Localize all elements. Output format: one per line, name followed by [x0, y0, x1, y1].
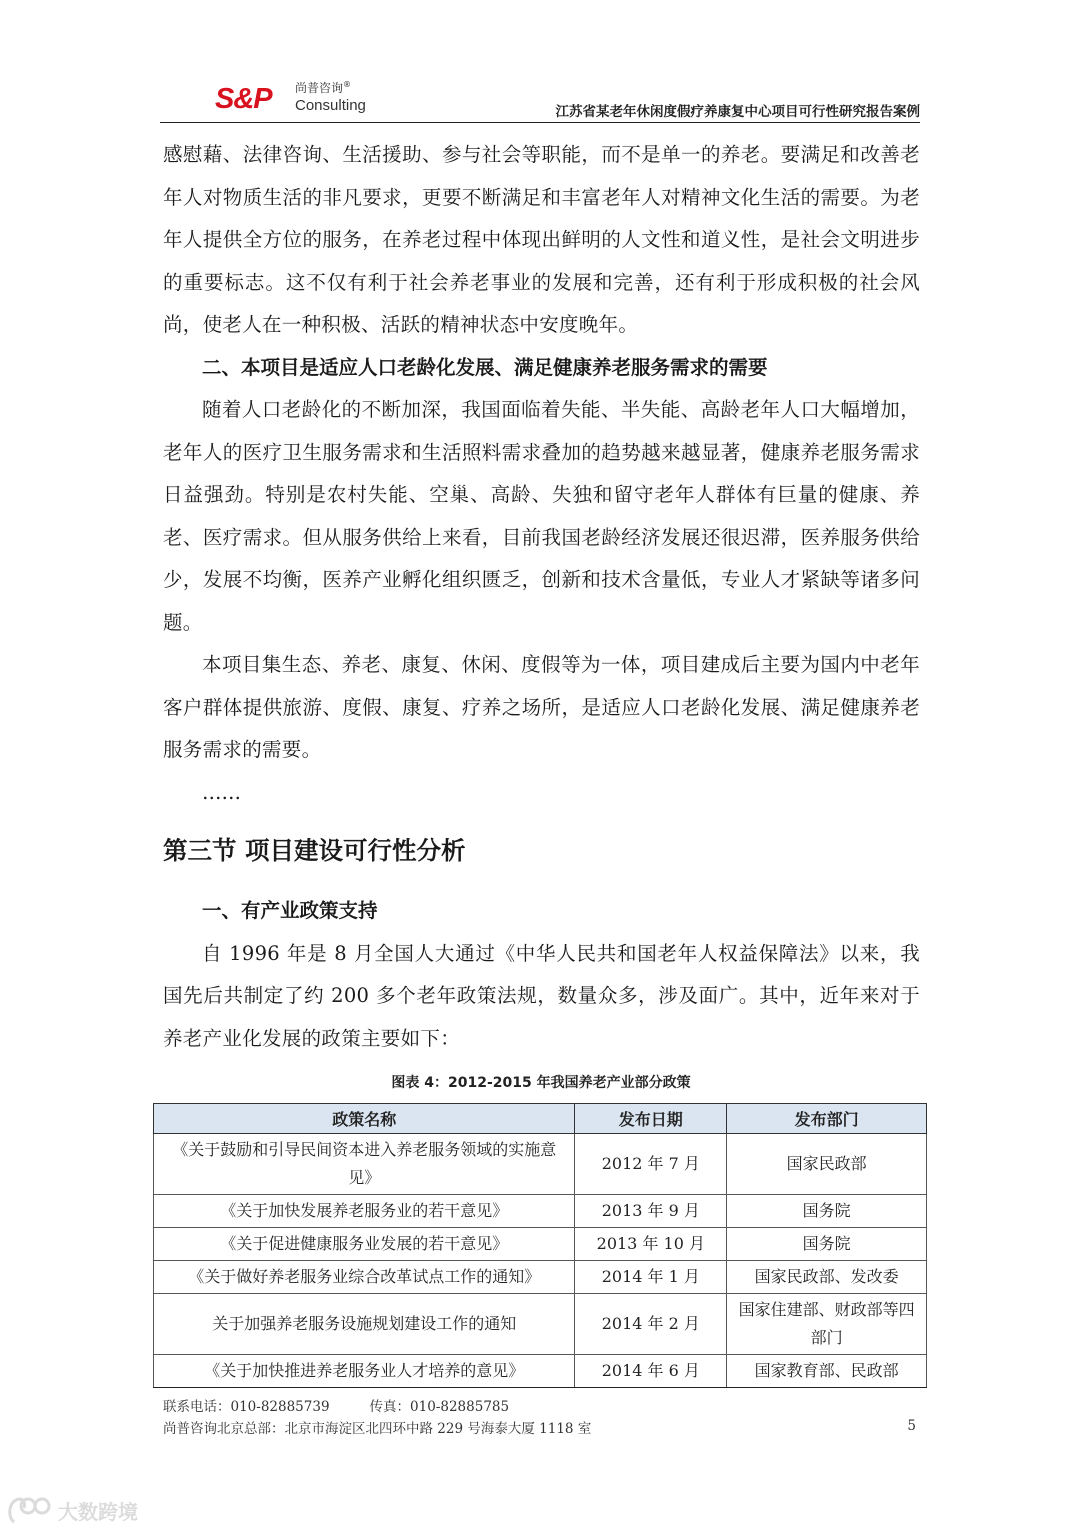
logo-chinese-name: 尚普咨询® — [295, 80, 352, 95]
table-row — [154, 1294, 927, 1355]
column-header-date: 发布日期 — [575, 1104, 727, 1134]
footer-fax: 传真：010-82885785 — [369, 1399, 510, 1415]
subheading-aging-demand: 二、本项目是适应人口老龄化发展、满足健康养老服务需求的需要 — [202, 355, 768, 379]
logo-mark: S&P — [215, 83, 272, 115]
column-header-policy-name: 政策名称 — [154, 1104, 575, 1134]
column-header-department: 发布部门 — [727, 1104, 927, 1134]
cell-policy-name: 《关于做好养老服务业综合改革试点工作的通知》 — [154, 1261, 575, 1294]
cell-date: 2013 年 9 月 — [575, 1195, 727, 1228]
cell-department: 国家教育部、民政部 — [727, 1355, 927, 1388]
watermark — [6, 1492, 138, 1526]
policy-table — [153, 1103, 927, 1388]
footer-phone: 联系电话：010-82885739 — [163, 1399, 330, 1415]
cell-department: 国家住建部、财政部等四部门 — [727, 1294, 927, 1355]
logo-english-name: Consulting — [295, 97, 366, 114]
table-row — [154, 1195, 927, 1228]
paragraph-project: 本项目集生态、养老、康复、休闲、度假等为一体，项目建成后主要为国内中老年客户群体提供旅游、度假、康复、疗养之场所，是适应人口老龄化发展、满足健康养老服务需求的需要。 — [163, 653, 920, 761]
table-caption: 图表 4：2012-2015 年我国养老产业部分政策 — [391, 1075, 691, 1091]
cell-policy-name: 《关于鼓励和引导民间资本进入养老服务领域的实施意见》 — [154, 1134, 575, 1195]
table-row — [154, 1134, 927, 1195]
paragraph-policy: 自 1996 年是 8 月全国人大通过《中华人民共和国老年人权益保障法》以来，我国先后共制定了约 200 多个老年政策法规，数量众多，涉及面广。其中，近年来对于养老产业化发展的政策主要如下： — [163, 941, 920, 1050]
table-row — [154, 1261, 927, 1294]
paragraph-aging: 随着人口老龄化的不断加深，我国面临着失能、半失能、高龄老年人口大幅增加，老年人的医疗卫生服务需求和生活照料需求叠加的趋势越来越显著，健康养老服务需求日益强劲。特别是农村失能、空巢、高龄、失独和留守老年人群体有巨量的健康、养老、医疗需求。但从服务供给上来看，目前我国老龄经济发展还很迟滞，医养服务供给少，发展不均衡，医养产业孵化组织匮乏，创新和技术含量低，专业人才紧缺等诸多问题。 — [163, 398, 920, 634]
cell-policy-name: 关于加强养老服务设施规划建设工作的通知 — [154, 1294, 575, 1355]
cell-policy-name: 《关于加快发展养老服务业的若干意见》 — [154, 1195, 575, 1228]
cell-date: 2014 年 6 月 — [575, 1355, 727, 1388]
cell-policy-name: 《关于加快推进养老服务业人才培养的意见》 — [154, 1355, 575, 1388]
cell-date: 2013 年 10 月 — [575, 1228, 727, 1261]
paragraph-continuation: 感慰藉、法律咨询、生活援助、参与社会等职能，而不是单一的养老。要满足和改善老年人对物质生活的非凡要求，更要不断满足和丰富老年人对精神文化生活的需要。为老年人提供全方位的服务，在养老过程中体现出鲜明的人文性和道义性，是社会文明进步的重要标志。这不仅有利于社会养老事业的发展和完善，还有利于形成积极的社会风尚，使老人在一种积极、活跃的精神状态中安度晚年。 — [163, 143, 920, 336]
document-body — [163, 134, 920, 1060]
cell-date: 2012 年 7 月 — [575, 1134, 727, 1195]
report-title: 江苏省某老年休闲度假疗养康复中心项目可行性研究报告案例 — [555, 104, 920, 120]
footer-address: 尚普咨询北京总部：北京市海淀区北四环中路 229 号海泰大厦 1118 室 — [163, 1421, 592, 1437]
page-number: 5 — [907, 1418, 916, 1434]
table-header-row — [154, 1104, 927, 1134]
cell-date: 2014 年 1 月 — [575, 1261, 727, 1294]
ellipsis: …… — [202, 780, 241, 804]
page-header — [160, 72, 920, 123]
table-row — [154, 1355, 927, 1388]
subheading-policy-support: 一、有产业政策支持 — [202, 899, 378, 922]
cell-policy-name: 《关于促进健康服务业发展的若干意见》 — [154, 1228, 575, 1261]
footer-contact — [163, 1396, 920, 1418]
cell-date: 2014 年 2 月 — [575, 1294, 727, 1355]
watermark-logo-icon — [6, 1492, 52, 1526]
cell-department: 国务院 — [727, 1195, 927, 1228]
table-row — [154, 1228, 927, 1261]
watermark-text: 大数跨境 — [58, 1500, 138, 1524]
cell-department: 国家民政部 — [727, 1134, 927, 1195]
section-title: 第三节 项目建设可行性分析 — [163, 836, 466, 865]
cell-department: 国务院 — [727, 1228, 927, 1261]
page-footer — [163, 1396, 920, 1440]
cell-department: 国家民政部、发改委 — [727, 1261, 927, 1294]
